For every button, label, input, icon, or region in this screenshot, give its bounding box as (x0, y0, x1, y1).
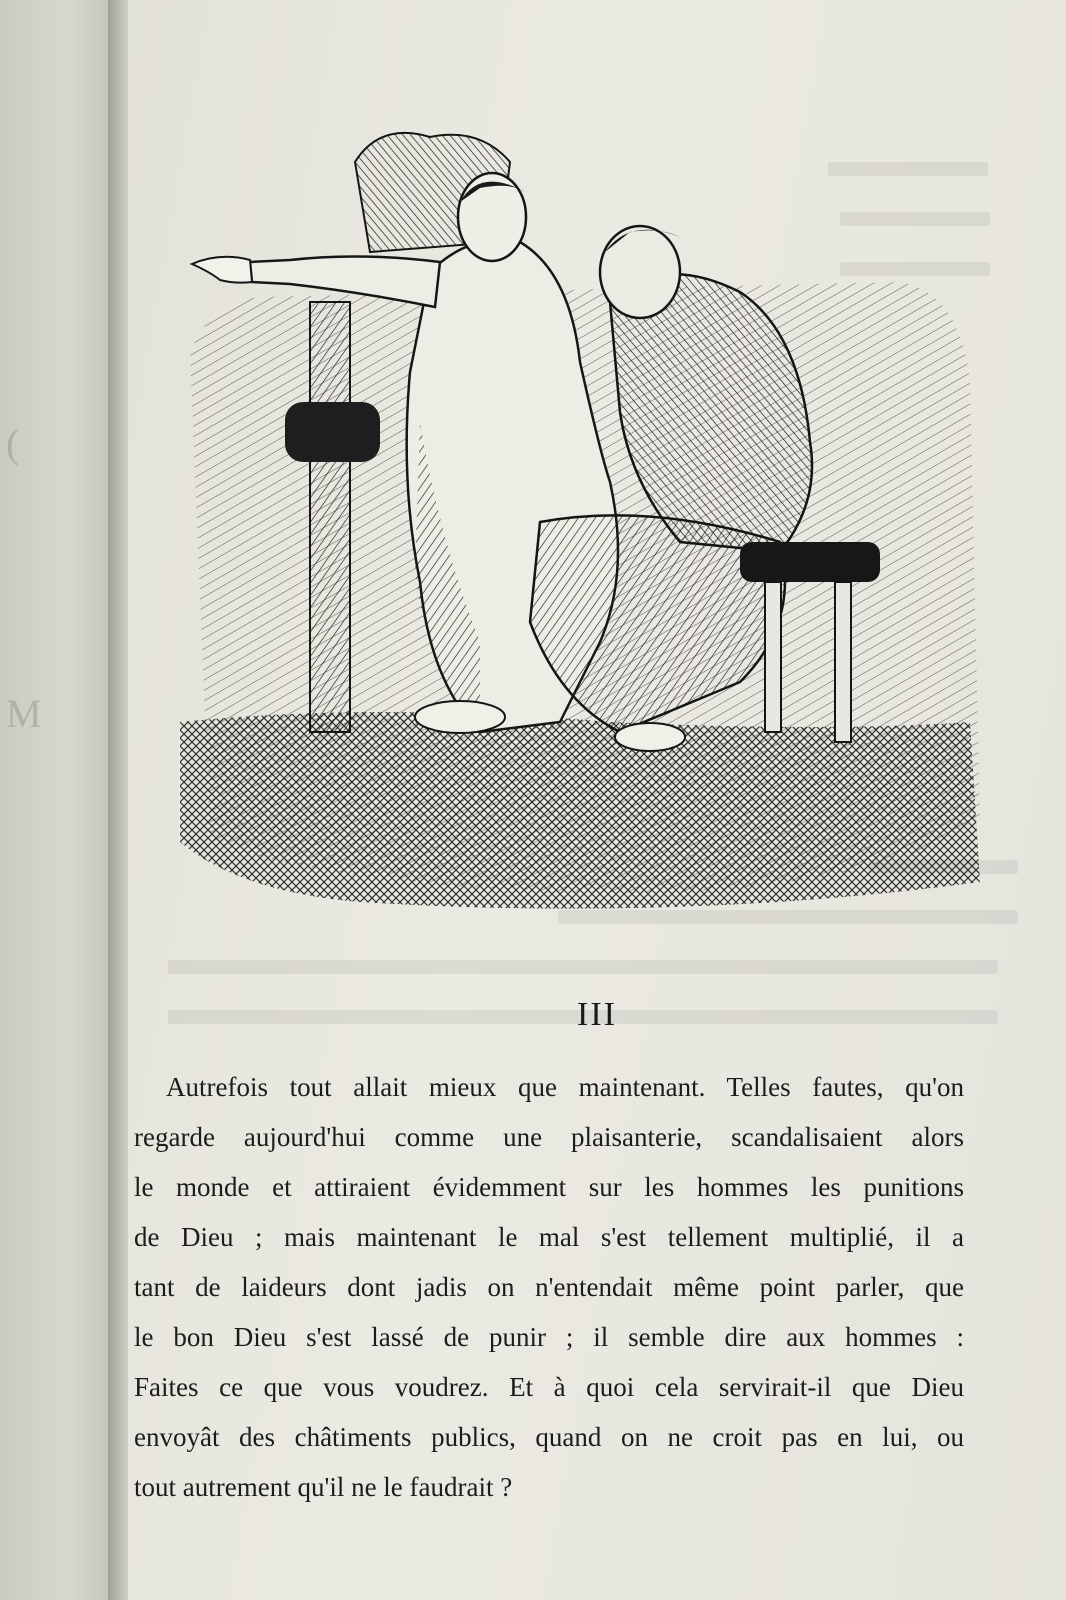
pointing-hand (192, 257, 252, 283)
stool-leg (835, 582, 851, 742)
text-line: le bon Dieu s'est lassé de punir ; il semble dire aux hommes : (134, 1322, 964, 1352)
paragraph (134, 1062, 964, 1512)
chair-armrest (285, 402, 380, 462)
stool-leg (765, 582, 781, 732)
chair-leg (310, 302, 350, 732)
chapter-number: III (577, 996, 617, 1033)
text-line: de Dieu ; mais maintenant le mal s'est tellement multiplié, il a (134, 1222, 964, 1252)
text-line: le monde et attiraient évidemment sur les hommes les punitions (134, 1172, 964, 1202)
book-page (128, 0, 1066, 1600)
text-line: Faites ce que vous voudrez. Et à quoi cela servirait-il que Dieu (134, 1372, 964, 1402)
foot (415, 701, 505, 733)
facing-page-bleed-mark: M (6, 691, 42, 736)
text-line: envoyât des châtiments publics, quand on ne croit pas en lui, ou (134, 1422, 964, 1452)
text-line: tant de laideurs dont jadis on n'entendait même point parler, que (134, 1272, 964, 1302)
facing-page (0, 0, 122, 1600)
facing-page-bleed-mark: ( (6, 421, 20, 466)
engraving-illustration (180, 122, 1050, 912)
text-line: Autrefois tout allait mieux que maintenant. Telles fautes, qu'on (166, 1072, 964, 1102)
text-line: tout autrement qu'il ne le faudrait ? (134, 1472, 513, 1502)
foot (615, 723, 685, 751)
floor-shading (180, 712, 980, 909)
robed-figure-head (458, 173, 526, 261)
seated-man-head (600, 226, 680, 318)
show-through-text (558, 910, 1018, 924)
text-line: regarde aujourd'hui comme une plaisanterie, scandalisaient alors (134, 1122, 964, 1152)
stool-seat (740, 542, 880, 582)
show-through-text (168, 960, 998, 974)
